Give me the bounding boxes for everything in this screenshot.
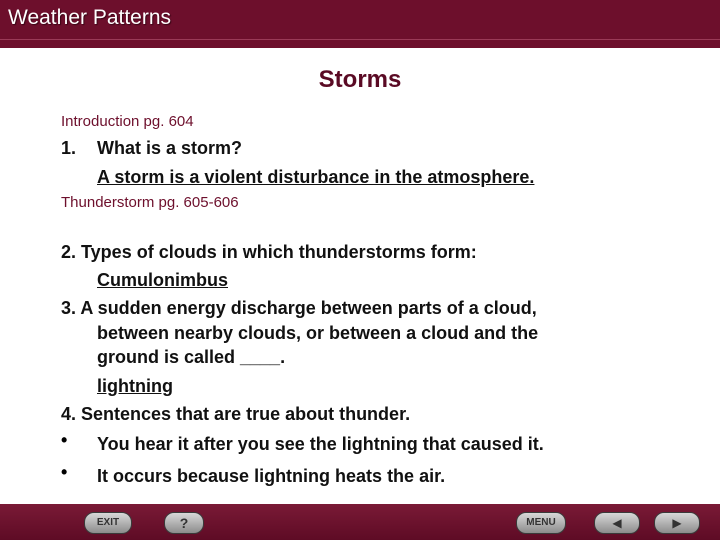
question-1-text: What is a storm? <box>97 138 243 158</box>
next-button[interactable]: ▶ <box>654 512 700 534</box>
question-3-answer: lightning <box>97 376 173 396</box>
header-bar <box>0 0 720 48</box>
question-1-answer: A storm is a violent disturbance in the atmosphere. <box>97 167 535 187</box>
question-3-line-2: between nearby clouds, or between a cloud and the <box>97 323 539 343</box>
bullet-item-1: You hear it after you see the lightning that caused it. <box>97 434 544 454</box>
thunderstorm-section-label: Thunderstorm pg. 605-606 <box>61 194 239 211</box>
slide-title <box>0 66 720 94</box>
bullet-marker-2: • <box>61 462 68 482</box>
previous-button[interactable]: ◀ <box>594 512 640 534</box>
exit-button[interactable]: EXIT <box>84 512 132 534</box>
intro-section-label: Introduction pg. 604 <box>61 113 194 130</box>
question-3-line-3: ground is called ____. <box>97 347 286 367</box>
menu-button[interactable]: MENU <box>516 512 566 534</box>
slide-title-text: Storms <box>318 66 402 93</box>
header-divider <box>0 39 720 40</box>
question-4-text: 4. Sentences that are true about thunder. <box>61 404 411 424</box>
question-2-answer: Cumulonimbus <box>97 270 228 290</box>
question-1-number: 1. <box>61 138 77 158</box>
presentation-title: Weather Patterns <box>8 6 172 29</box>
question-2-text: 2. Types of clouds in which thunderstorms form: <box>61 242 477 262</box>
bullet-marker-1: • <box>61 430 68 450</box>
question-3-line-1: 3. A sudden energy discharge between parts of a cloud, <box>61 298 537 318</box>
bullet-item-2: It occurs because lightning heats the air. <box>97 466 446 486</box>
help-button[interactable]: ? <box>164 512 204 534</box>
